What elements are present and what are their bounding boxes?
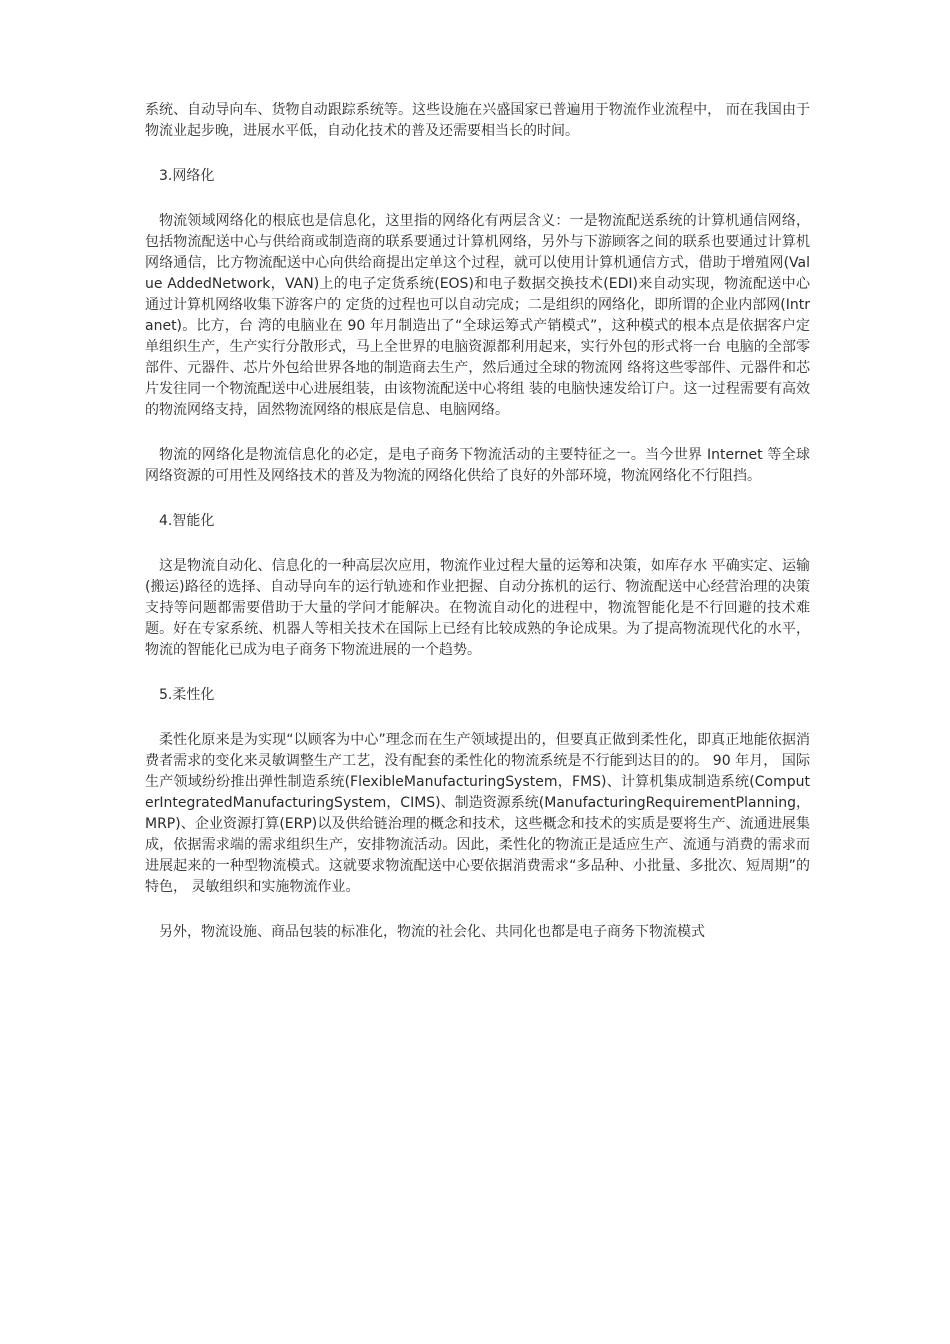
paragraph-automation-end: 系统、自动导向车、货物自动跟踪系统等。这些设施在兴盛国家已普遍用于物流作业流程中， 而在我国由于物流业起步晚，进展水平低，自动化技术的普及还需要相当长的时间。 xyxy=(145,102,810,139)
spacer xyxy=(145,187,810,211)
spacer xyxy=(145,661,810,685)
spacer xyxy=(145,421,810,445)
spacer xyxy=(145,898,810,922)
section-heading-flexibility: 5.柔性化 xyxy=(159,687,215,703)
paragraph-networking-2: 物流的网络化是物流信息化的必定，是电子商务下物流活动的主要特征之一。当今世界 Internet 等全球网络资源的可用性及网络技术的普及为物流的网络化供给了良好的外部环境，物流网络化不行阻挡。 xyxy=(145,447,810,484)
paragraph-networking-1: 物流领域网络化的根底也是信息化，这里指的网络化有两层含义：一是物流配送系统的计算机通信网络，包括物流配送中心与供给商或制造商的联系要通过计算机网络，另外与下游顾客之间的联系也要通过计算机网络通信，比方物流配送中心向供给商提出定单这个过程，就可以使用计算机通信方式，借助于增殖网(Value AddedNetwork，VAN)上的电子定货系统(EOS)和电子数据交换技术(EDI)来自动实现，物流配送中心通过计算机网络收集下游客户的 定货的过程也可以自动完成；二是组织的网络化，即所谓的企业内部网(Intranet)。比方，台 湾的电脑业在 90 年月制造出了“全球运筹式产销模式”，这种模式的根本点是依据客户定单组织生产，生产实行分散形式，马上全世界的电脑资源都利用起来，实行外包的形式将一台 电脑的全部零部件、元器件、芯片外包给世界各地的制造商去生产，然后通过全球的物流网 络将这些零部件、元器件和芯片发往同一个物流配送中心进展组装，由该物流配送中心将组 装的电脑快速发给订户。这一过程需要有高效的物流网络支持，固然物流网络的根底是信息、电脑网络。 xyxy=(145,213,810,418)
paragraph-flexibility: 柔性化原来是为实现“以顾客为中心”理念而在生产领域提出的，但要真正做到柔性化，即真正地能依据消费者需求的变化来灵敏调整生产工艺，没有配套的柔性化的物流系统是不行能到达目的的。 90 年月， 国际生产领域纷纷推出弹性制造系统(FlexibleManufacturingSystem，FMS)、计算机集成制造系统(ComputerIntegratedManufacturingSystem，CIMS)、制造资源系统(ManufacturingRequirementPlanning，MRP)、企业资源打算(ERP)以及供给链治理的概念和技术，这些概念和技术的实质是要将生产、流通进展集成，依据需求端的需求组织生产，安排物流活动。因此，柔性化的物流正是适应生产、流通与消费的需求而进展起来的一种型物流模式。这就要求物流配送中心要依据消费需求“多品种、小批量、多批次、短周期”的特色， 灵敏组织和实施物流作业。 xyxy=(145,732,810,895)
spacer xyxy=(145,142,810,166)
document-page xyxy=(145,100,810,943)
paragraph-standardization: 另外，物流设施、商品包装的标准化，物流的社会化、共同化也都是电子商务下物流模式 xyxy=(159,924,705,940)
paragraph-intelligence: 这是物流自动化、信息化的一种高层次应用，物流作业过程大量的运筹和决策，如库存水 平确实定、运输(搬运)路径的选择、自动导向车的运行轨迹和作业把握、自动分拣机的运行、物流配送中心经营治理的决策支持等问题都需要借助于大量的学问才能解决。在物流自动化的进程中，物流智能化是不行回避的技术难题。好在专家系统、机器人等相关技术在国际上已经有比较成熟的争论成果。为了提高物流现代化的水平，物流的智能化已成为电子商务下物流进展的一个趋势。 xyxy=(145,558,810,658)
section-heading-intelligence: 4.智能化 xyxy=(159,513,215,529)
spacer xyxy=(145,532,810,556)
spacer xyxy=(145,487,810,511)
section-heading-networking: 3.网络化 xyxy=(159,168,215,184)
spacer xyxy=(145,706,810,730)
